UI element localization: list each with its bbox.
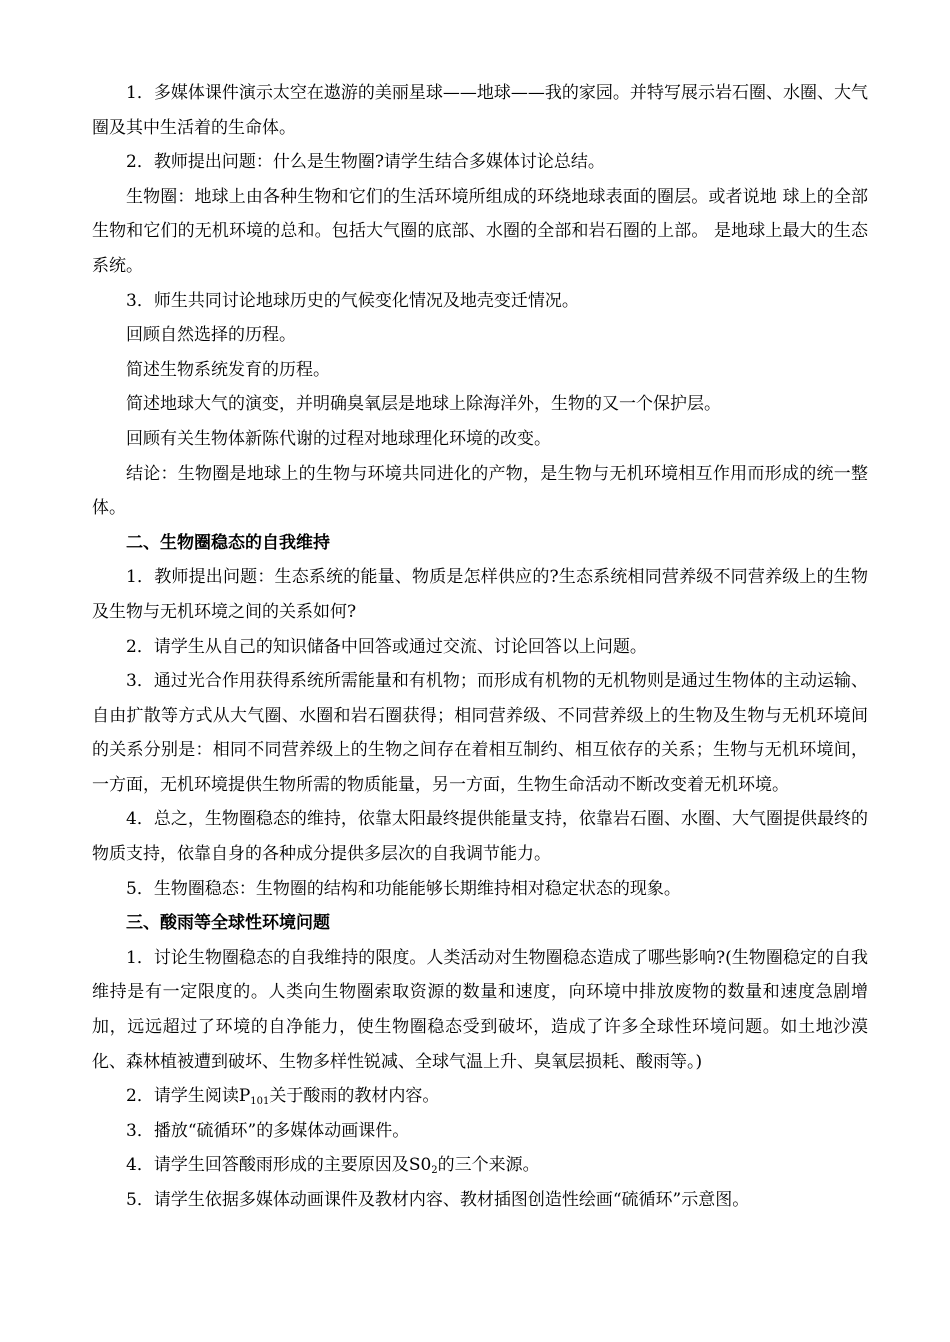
paragraph: 3．通过光合作用获得系统所需能量和有机物；而形成有机物的无机物则是通过生物体的主动运输、自由扩散等方式从大气圈、水圈和岩石圈获得；相同营养级、不同营养级上的生物及生物与无机环境间的关系分别是：相同不同营养级上的生物之间存在着相互制约、相互依存的关系；生物与无机环境间，一方面，无机环境提供生物所需的物质能量，另一方面，生物生命活动不断改变着无机环境。: [92, 671, 868, 795]
subscript-page-number: 101: [250, 1096, 270, 1108]
paragraph: 2．教师提出问题：什么是生物圈?请学生结合多媒体讨论总结。: [126, 152, 605, 173]
paragraph: 4．总之，生物圈稳态的维持，依靠太阳最终提供能量支持，依靠岩石圈、水圈、大气圈提供最终的物质支持，依靠自身的各种成分提供多层次的自我调节能力。: [92, 809, 868, 865]
subscript-2: 2: [431, 1165, 438, 1177]
paragraph-read-p101: [92, 1079, 868, 1114]
text-fragment: 的三个来源。: [437, 1155, 540, 1176]
section-heading: 二、生物圈稳态的自我维持: [126, 532, 330, 553]
paragraph: 生物圈：地球上由各种生物和它们的生活环境所组成的环绕地球表面的圈层。或者说地 球上的全部生物和它们的无机环境的总和。包括大气圈的底部、水圈的全部和岩石圈的上部。 是地球上最大的生态系统。: [92, 186, 868, 276]
paragraph-draw-sulfur-cycle: 5．请学生依据多媒体动画课件及教材内容、教材插图创造性绘画“硫循环”示意图。: [126, 1190, 750, 1210]
document-page: [92, 76, 868, 1218]
text-fragment: 4．请学生回答酸雨形成的主要原因及S0: [126, 1155, 432, 1176]
paragraph: 简述地球大气的演变，并明确臭氧层是地球上除海洋外，生物的又一个保护层。: [126, 394, 721, 415]
paragraph: 结论：生物圈是地球上的生物与环境共同进化的产物，是生物与无机环境相互作用而形成的统一整体。: [92, 463, 868, 519]
paragraph: 1．多媒体课件演示太空在遨游的美丽星球——地球——我的家园。并特写展示岩石圈、水圈、大气圈及其中生活着的生命体。: [92, 83, 868, 138]
paragraph: 5．生物圈稳态：生物圈的结构和功能能够长期维持相对稳定状态的现象。: [126, 878, 681, 899]
paragraph: 2．请学生从自己的知识储备中回答或通过交流、讨论回答以上问题。: [126, 636, 647, 657]
paragraph-so2-sources: [92, 1148, 868, 1183]
paragraph: 回顾有关生物体新陈代谢的过程对地球理化环境的改变。: [126, 428, 551, 449]
paragraph-sulfur-cycle-courseware: 3．播放“硫循环”的多媒体动画课件。: [126, 1120, 410, 1141]
paragraph: 回顾自然选择的历程。: [126, 325, 296, 346]
paragraph: 1．教师提出问题：生态系统的能量、物质是怎样供应的?生态系统相同营养级不同营养级上的生物及生物与无机环境之间的关系如何?: [92, 567, 868, 622]
text-fragment: 2．请学生阅读P: [126, 1086, 251, 1107]
paragraph: 简述生物系统发育的历程。: [126, 359, 330, 380]
text-fragment: 关于酸雨的教材内容。: [269, 1086, 440, 1107]
paragraph: 1．讨论生物圈稳态的自我维持的限度。人类活动对生物圈稳态造成了哪些影响?(生物圈稳定的自我维持是有一定限度的。人类向生物圈索取资源的数量和速度，向环境中排放废物的数量和速度急剧增加，远远超过了环境的自净能力，使生物圈稳态受到破坏，造成了许多全球性环境问题。如土地沙漠化、森林植被遭到破坏、生物多样性锐减、全球气温上升、臭氧层损耗、酸雨等。): [92, 947, 868, 1072]
paragraph: 3．师生共同讨论地球历史的气候变化情况及地壳变迁情况。: [126, 290, 579, 311]
section-heading: 三、酸雨等全球性环境问题: [126, 913, 330, 934]
document-body: [92, 76, 868, 1079]
